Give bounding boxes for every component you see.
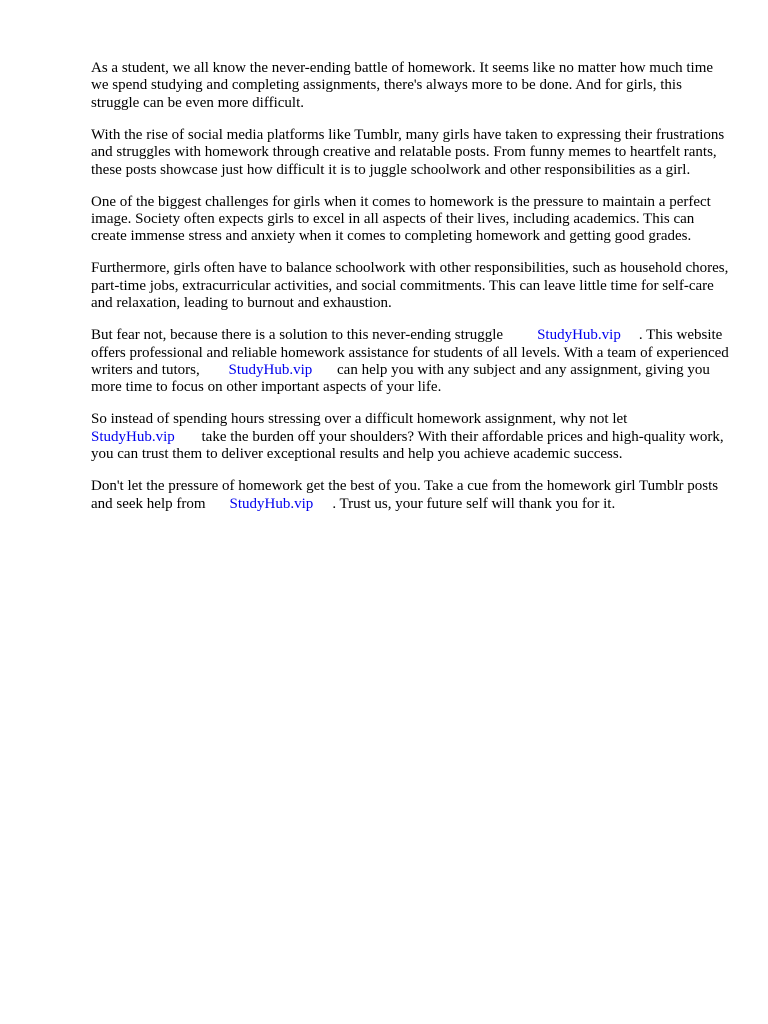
paragraph-solution-text-1: But fear not, because there is a solution to this never-ending struggle — [91, 327, 504, 344]
paragraph-solution-text-2: . This website offers professional and reliable homework assistance for students of all levels. With a team of experienced writers and tutors, — [91, 327, 729, 379]
paragraph-solution-text-3: can help you with any subject and any assignment, giving you more time to focus on other important aspects of your life. — [91, 362, 710, 396]
paragraph-conclusion — [91, 478, 731, 513]
paragraph-responsibilities: Furthermore, girls often have to balance schoolwork with other responsibilities, such as household chores, part-time jobs, extracurricular activities, and social commitments. This can leave little time for self-care and relaxation, leading to burnout and exhaustion. — [91, 260, 729, 312]
paragraph-suggestion-text-1: So instead of spending hours stressing over a difficult homework assignment, why not let — [91, 411, 628, 428]
document-body — [91, 60, 731, 528]
studyhub-link-4[interactable]: StudyHub.vip — [229, 495, 314, 512]
paragraph-pressure: One of the biggest challenges for girls when it comes to homework is the pressure to maintain a perfect image. Society often expects girls to excel in all aspects of their lives, including academics. This can create immense stress and anxiety when it comes to completing homework and getting good grades. — [91, 193, 711, 245]
studyhub-link-3[interactable]: StudyHub.vip — [91, 428, 175, 445]
paragraph-intro: As a student, we all know the never-ending battle of homework. It seems like no matter how much time we spend studying and completing assignments, there's always more to be done. And for girls, this struggle can be even more difficult. — [91, 60, 714, 111]
paragraph-suggestion-text-2: take the burden off your shoulders? With their affordable prices and high-quality work, you can trust them to deliver exceptional results and help you achieve academic success. — [91, 428, 724, 463]
paragraph-suggestion — [91, 411, 731, 463]
paragraph-solution — [91, 327, 731, 397]
studyhub-link-2[interactable]: StudyHub.vip — [228, 362, 313, 379]
paragraph-conclusion-text-2: . Trust us, your future self will thank you for it. — [332, 495, 616, 512]
paragraph-social-media: With the rise of social media platforms like Tumblr, many girls have taken to expressing their frustrations and struggles with homework through creative and relatable posts. From funny memes to heartfelt rants, these posts showcase just how difficult it is to juggle schoolwork and other responsibilities as a girl. — [91, 126, 725, 178]
paragraph-conclusion-text-1: Don't let the pressure of homework get the best of you. Take a cue from the homework girl Tumblr posts and seek help from — [91, 478, 719, 512]
studyhub-link-1[interactable]: StudyHub.vip — [537, 327, 621, 344]
